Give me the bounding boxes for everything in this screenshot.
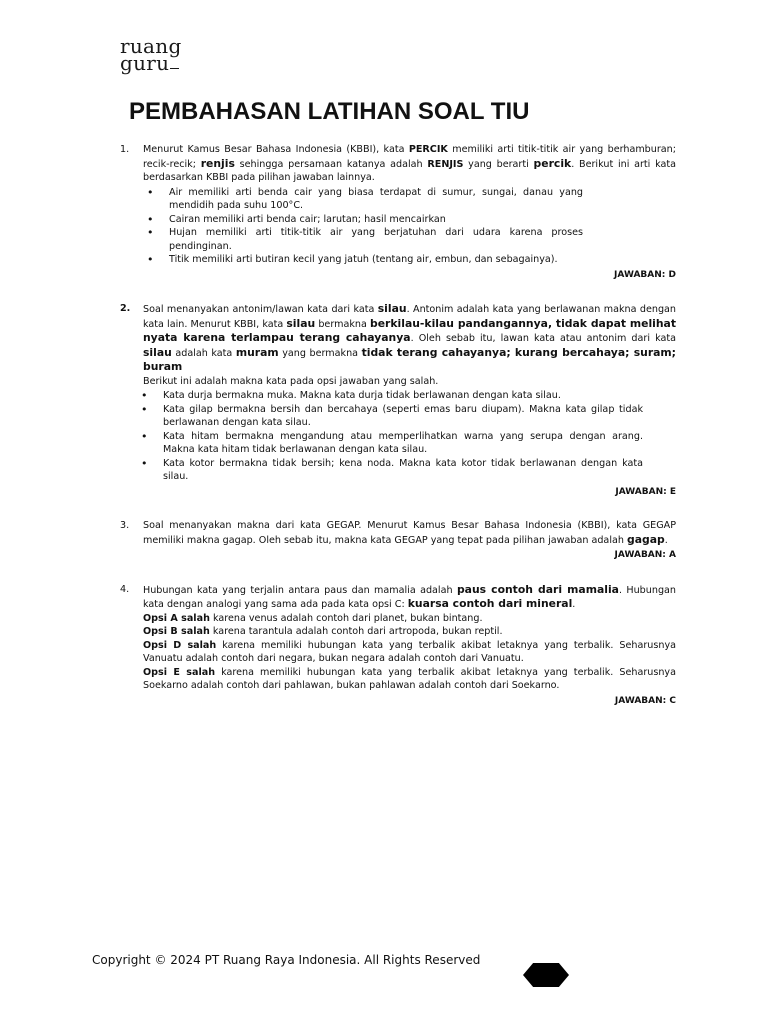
answer-label: JAWABAN: A [614,550,676,560]
question-text: Hubungan kata yang terjalin antara paus dan mamalia adalah paus contoh dari mamalia. Hubungan kata dengan analogi yang sama ada pada kata opsi C: kuarsa contoh dari mineral. [143,582,676,610]
question-number: 2. [120,303,131,314]
option-d-explanation: Opsi D salah karena memiliki hubungan kata yang terbalik akibat letaknya yang terbalik. Seharusnya Vanuatu adalah contoh dari negara, bukan negara adalah contoh dari Vanuatu. [143,639,676,664]
page-title: PEMBAHASAN LATIHAN SOAL TIU [129,98,530,125]
question-number: 3. [120,520,130,531]
question-text: Soal menanyakan makna dari kata GEGAP. Menurut Kamus Besar Bahasa Indonesia (KBBI), kata GEGAP memiliki makna gagap. Oleh sebab itu, makna kata GEGAP yang tepat pada pilihan jawaban adalah gagap. [143,520,676,546]
explanation-list [143,186,583,267]
explanation-list [143,389,643,484]
question-number: 4. [120,583,130,595]
question-text: Soal menanyakan antonim/lawan kata dari kata silau. Antonim adalah kata yang berlawanan makna dengan kata lain. Menurut KBBI, kata silau bermakna berkilau-kilau pandangannya, tidak dapat melihat nyata karena terlampau terang cahayanya. Oleh sebab itu, lawan kata atau antonim dari kata silau adalah kata muram yang bermakna tidak terang cahayanya; kurang bercahaya; suram; buram [143,302,676,373]
list-item: • Titik memiliki arti butiran kecil yang jatuh (tentang air, embun, dan sebagainya). [143,253,583,267]
question-number: 1. [120,144,130,155]
logo-line2: guru [120,51,170,75]
question-subtext: Berikut ini adalah makna kata pada opsi jawaban yang salah. [143,375,439,387]
question-2 [120,302,676,499]
list-item: • Air memiliki arti benda cair yang biasa terdapat di sumur, sungai, danau yang mendidih pada suhu 100°C. [143,186,583,213]
logo-line1: ruang [120,34,182,58]
list-item: • Cairan memiliki arti benda cair; larutan; hasil mencairkan [143,213,583,227]
page-number-badge [523,963,569,987]
answer-label: JAWABAN: C [614,695,676,706]
list-item: • Kata durja bermakna muka. Makna kata durja tidak berlawanan dengan kata silau. [143,389,643,403]
option-a-explanation: Opsi A salah karena venus adalah contoh dari planet, bukan bintang. [143,612,483,624]
ruangguru-logo [120,34,182,75]
question-1 [120,143,676,282]
question-4 [120,583,676,709]
list-item: • Kata gilap bermakna bersih dan bercahaya (seperti emas baru diupam). Makna kata gilap tidak berlawanan dengan kata silau. [143,403,643,430]
answer-label: JAWABAN: D [614,269,676,280]
list-item: • Hujan memiliki arti titik-titik air yang berjatuhan dari udara karena proses pendinginan. [143,226,583,253]
list-item: • Kata hitam bermakna mengandung atau memperlihatkan warna yang serupa dengan arang. Makna kata hitam tidak berlawanan dengan kata silau. [143,430,643,457]
answer-label: JAWABAN: E [615,486,676,497]
question-3 [120,519,676,563]
question-text: Menurut Kamus Besar Bahasa Indonesia (KBBI), kata PERCIK memiliki arti titik-titik air yang berhamburan; recik-recik; renjis sehingga persamaan katanya adalah RENJIS yang berarti percik. Berikut ini arti kata berdasarkan KBBI pada pilihan jawaban lainnya. [143,144,676,183]
list-item: • Kata kotor bermakna tidak bersih; kena noda. Makna kata kotor tidak berlawanan dengan kata silau. [143,457,643,484]
option-b-explanation: Opsi B salah karena tarantula adalah contoh dari artropoda, bukan reptil. [143,626,503,637]
option-e-explanation: Opsi E salah karena memiliki hubungan kata yang terbalik akibat letaknya yang terbalik. Seharusnya Soekarno adalah contoh dari pahlawan, bukan pahlawan adalah contoh dari Soekarno. [143,666,676,691]
document-body [120,143,676,708]
copyright-footer: Copyright © 2024 PT Ruang Raya Indonesia. All Rights Reserved [92,953,481,967]
